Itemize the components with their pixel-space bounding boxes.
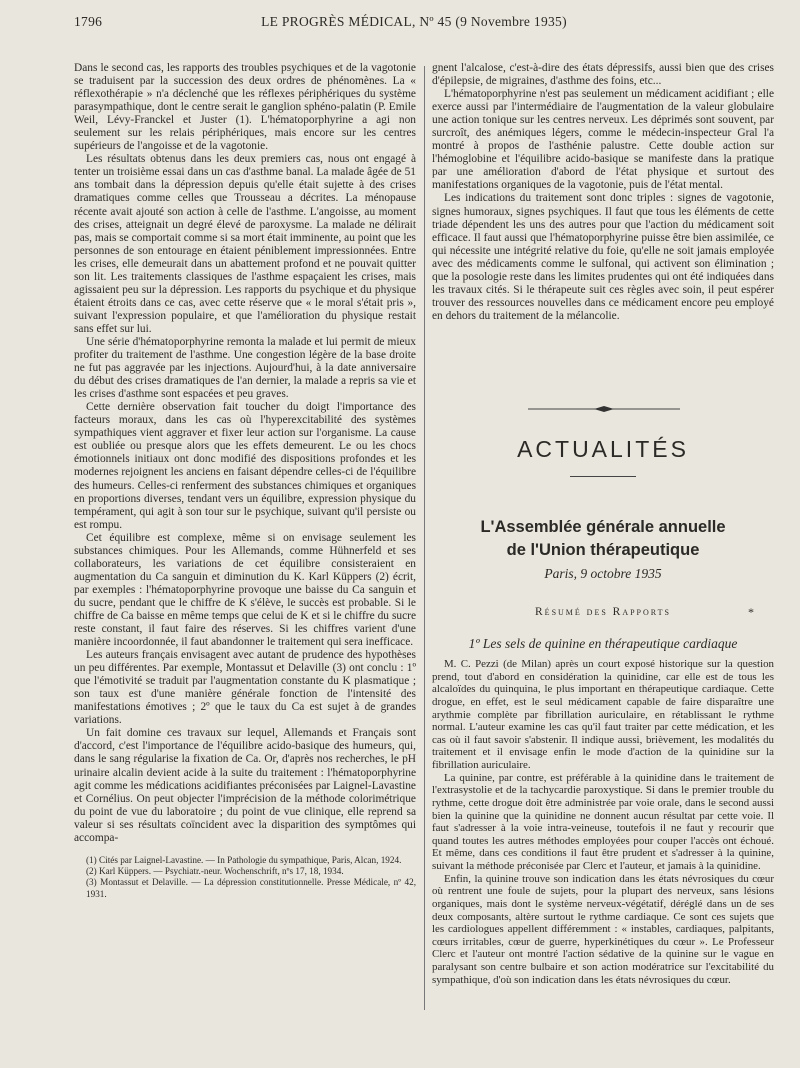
paragraph: Cette dernière observation fait toucher du doigt l'importance des facteurs moraux, dans les cas où l'hyperexcitabilité des systèmes sympathiques vient aggraver et fixer leur action sur l'organisme. La cause est oubliée ou presque alors que les effets demeurent. Le ou les chocs émotionnels initiaux ont donc modifié des dispositions profondes et les modernes rejoignent les anciens en faisant dépendre celles-ci de l'équilibre des humeurs. Celles-ci renferment des substances chimiques et organiques en proportions diverses, tendant vers un équilibre, expression physique du tempérament, qui agit à son tour sur le psychique, suivant qu'il persiste ou est rompu. xyxy=(74,401,416,531)
page-number: 1796 xyxy=(74,14,103,29)
article-title xyxy=(432,516,774,562)
footnote: (2) Karl Küppers. — Psychiatr.-neur. Wochenschrift, nºs 17, 18, 1934. xyxy=(86,866,344,877)
paragraph: Les indications du traitement sont donc triples : signes de vagotonie, signes humoraux, signes psychiques. Il faut que tous les éléments de cette triade dépendent les uns des autres pour que l'action du médicament soit efficace. Il faut aussi que l'hématoporphyrine puisse être bien assimilée, ce qui nécessite une intégrité relative du foie, qu'elle ne soit jamais employée avec des médicaments comme le sulfonal, qui activent son élimination ; que la posologie reste dans les limites prudentes qui ont été indiquées dans les travaux cités. Si le thérapeute suit ces règles avec soin, il peut espérer trouver des ressources nouvelles dans ce médicament encore peu employé en dehors du traitement de la mélancolie. xyxy=(432,192,774,322)
resume-heading: Résumé des Rapports xyxy=(535,606,671,618)
paragraph: Les résultats obtenus dans les deux premiers cas, nous ont engagé à tenter un troisième essai dans un cas d'asthme banal. La malade âgée de 51 ans tombait dans la dépression depuis qu'elle était sujette à des crises dramatiques comme celles que Trousseau a décrites. La ménopause récente avait ajouté son action à celle de l'asthme. L'angoisse, au moment des crises, atteignait un degré élevé de paroxysme. La malade ne délirait pas, mais se comportait comme si sa mort était imminente, au point que les personnes de son entourage en étaient péniblement impressionnées. Entre les crises, elle demeurait dans un abattement profond et ne pouvait quitter son lit. Les traitements classiques de l'asthme espaçaient les crises, mais agissaient peu sur la dépression. Les rapports du psychique et du physique étaient étroits dans ce cas, avec cette réserve que « le moral s'était pris », suivant l'expression populaire, et que l'amélioration du physique restait sans effet sur lui. xyxy=(74,153,416,335)
left-column xyxy=(74,62,416,900)
paragraph: M. C. Pezzi (de Milan) après un court exposé historique sur la question prend, tout d'abord en considération la quinidine, car elle est de tous les alcaloïdes du quinquina, le plus important en thérapeutique cardiaque. Cette drogue, en effet, est le seul médicament capable de faire disparaître une arythmie complète par fibrillation auriculaire, en rétablissant le rythme normal. L'auteur examine les cas qu'il faut traiter par cette médication, et les cas où il faut savoir s'abstenir. Il indique aussi, brièvement, les modalités du traitement et il envisage enfin le mode d'action de la quinidine sur la fibrillation auriculaire. xyxy=(432,658,774,771)
paragraph: Dans le second cas, les rapports des troubles psychiques et de la vagotonie se traduisent par la succession des deux ordres de phénomènes. La « réflexothérapie » n'a déclenché que les réflexes périphériques du système parasympathique, dont le centre serait le ganglion sphéno-palatin (P. Emile Weil, Lévy-Franckel et Juster (1). L'hématoporphyrine a agi non seulement sur les relais périphériques, mais encore sur les centres supérieurs de l'angoisse et de la vagotonie. xyxy=(74,62,416,153)
section-heading: ACTUALITÉS xyxy=(517,436,689,462)
paragraph: gnent l'alcalose, c'est-à-dire des états dépressifs, aussi bien que des crises d'épilepsie, de migraines, d'asthme des foins, etc... xyxy=(432,62,774,88)
ornament-divider xyxy=(524,404,684,414)
footnotes xyxy=(74,855,416,900)
paragraph: L'hématoporphyrine n'est pas seulement un médicament acidifiant ; elle exerce aussi par l'intermédiaire de l'augmentation de la valeur globulaire une action tonique sur les centres nerveux. Les déprimés sont souvent, par surcroît, des anémiques légers, comme le médecin-inspecteur Gral l'a montré à propos de l'asthénie palustre. Cette double action sur l'hémoglobine et l'équilibre acido-basique se manifeste dans la pratique par une amélioration d'abord de l'état physique et surtout des manifestations organiques de la vagotonie, puis de l'état mental. xyxy=(432,88,774,192)
paragraph: Une série d'hématoporphyrine remonta la malade et lui permit de mieux profiter du traitement de l'asthme. Une congestion légère de la base droite ne fut pas aggravée par les injections. Aujourd'hui, à la date anniversaire du début des crises dramatiques de l'an dernier, la malade a repris sa vie et les crises d'asthme sont espacées et peu graves. xyxy=(74,335,416,401)
column-divider xyxy=(424,66,425,1010)
paragraph: Les auteurs français envisagent avec autant de prudence des hypothèses un peu différentes. Par exemple, Montassut et Delaville (3) ont conclu : 1º que l'émotivité se traduit par l'augmentation constante du K plasmatique ; son taux est d'une manière générale fonction de l'intensité des manifestations émotives ; 2º que le taux du Ca est sujet à de grandes variations. xyxy=(74,649,416,727)
paragraph: Enfin, la quinine trouve son indication dans les états névrosiques du cœur où rentrent une foule de sujets, pour la plupart des nerveux, sans lésions organiques, mais dont le système nerveux-végétatif, déréglé dans un de ses deux composants, altère surtout le rythme cardiaque. Ce sont ces sujets que les cardiologues appellent différemment : « instables, cardiaques, palpitants, cœurs irritables, cœur de guerre, hyperkinétiques du cœur ». Le Professeur Clerc et l'auteur ont montré l'action sédative de la quinine sur le vague en paralysant son centre bulbaire et son action modératrice sur l'excitabilité du sympathique, d'où son indication dans les états névrosiques du cœur. xyxy=(432,872,774,986)
footnote: (3) Montassut et Delaville. — La dépression constitutionnelle. Presse Médicale, nº 42, 1931. xyxy=(86,877,416,899)
right-column-top xyxy=(432,62,774,323)
article-date: Paris, 9 octobre 1935 xyxy=(544,566,662,581)
page-header xyxy=(74,10,754,32)
paragraph: Cet équilibre est complexe, même si on envisage seulement les substances chimiques. Pour les Allemands, comme Hühnerfeld et ses collaborateurs, les variations de cet équilibre consisteraient en augmentation du Ca sanguin et diminution du K. Karl Küppers (2) écrit, par exemples : l'hématoporphyrine provoque une baisse du Ca sanguin et du sucre, pendant que le chiffre de K s'élève, le succès est probable. Si le chiffre de Ca baisse en même temps que celui de K et si le chiffre du sucre reste constant, il faut faire des réserves. Si les chiffres varient d'une manière incoordonnée, il faut abandonner le traitement qui sera inefficace. xyxy=(74,531,416,649)
paragraph: La quinine, par contre, est préférable à la quinidine dans le traitement de l'extrasystolie et de la tachycardie paroxystique. Si dans le premier trouble du rythme, cette drogue doit être administrée par voie orale, dans le second aussi bien la quinine que la quinidine ne donnent aucun résultat par cette voie. Il faut s'adresser à la voie intra-veineuse, toutefois il ne faut y recourir que quand toutes les autres méthodes employées pour couper l'accès ont échoué. Et même, dans ces conditions il faut être prudent et s'adresser à la quinine, suivant la méthode préconisée par Clerc et l'auteur, et jamais à la quinidine. xyxy=(432,771,774,872)
article-title-line1: L'Assemblée générale annuelle xyxy=(480,518,726,536)
paragraph: Un fait domine ces travaux sur lequel, Allemands et Français sont d'accord, c'est l'importance de l'équilibre acido-basique des humeurs, qui, dans le sang régularise la fixation de Ca. Or, d'après nos recherches, le pH urinaire alcalin devient acide à la suite du traitement : l'hématoporphyrine agit comme les médications acidifiantes préconisées par Laignel-Lavastine et Cornélius. On peut objecter l'imprécision de la méthode colorimétrique du point de vue du laboratoire ; du point de vue clinique, elle reprend sa valeur si ses résultats coïncident avec la disparition des symptômes qui accompa- xyxy=(74,727,416,844)
footnote: (1) Cités par Laignel-Lavastine. — In Pathologie du sympathique, Paris, Alcan, 1924. xyxy=(86,854,402,865)
right-column-bottom xyxy=(432,658,774,986)
subheading: 1º Les sels de quinine en thérapeutique cardiaque xyxy=(468,636,738,651)
star-mark: * xyxy=(748,605,754,619)
article-title-line2: de l'Union thérapeutique xyxy=(506,541,700,559)
journal-title: LE PROGRÈS MÉDICAL, Nº 45 (9 Novembre 1935) xyxy=(261,14,567,29)
heading-rule xyxy=(570,476,636,477)
